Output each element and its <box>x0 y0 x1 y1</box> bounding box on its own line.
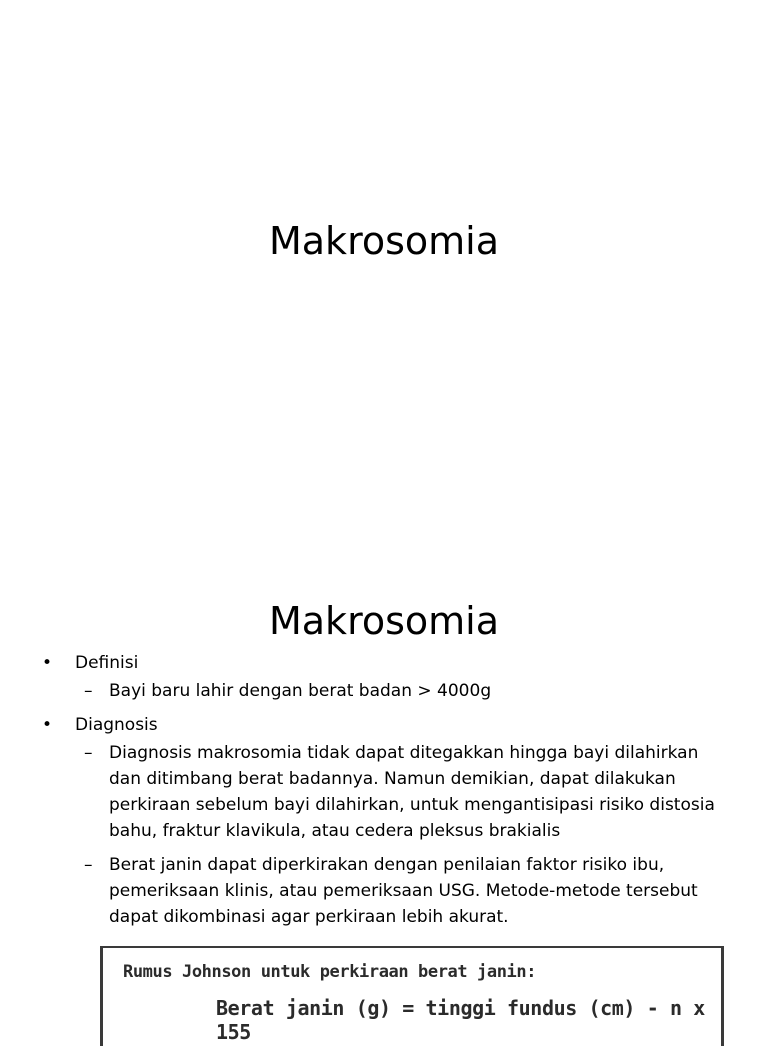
sub-list-item-text: Diagnosis makrosomia tidak dapat ditegakkan hingga bayi dilahirkan dan ditimbang berat badannya. Namun demikian, dapat dilakukan perkiraan sebelum bayi dilahirkan, untuk mengantisipasi risiko distosia bahu, fraktur klavikula, atau cedera pleksus brakialis <box>109 743 715 841</box>
dash-icon: – <box>84 855 93 875</box>
list-item-definisi <box>0 650 768 676</box>
formula-heading: Rumus Johnson untuk perkiraan berat janin: <box>123 962 537 982</box>
dash-icon: – <box>84 681 93 701</box>
slide-2-content <box>0 650 768 930</box>
sub-list-item <box>0 740 768 844</box>
list-item-diagnosis <box>0 712 768 738</box>
list-item-label: Diagnosis <box>75 715 158 735</box>
bullet-icon: • <box>42 653 53 673</box>
sub-list-item <box>0 678 768 704</box>
slide-2-title: Makrosomia <box>268 599 500 643</box>
slide-1-title: Makrosomia <box>268 219 500 263</box>
sub-list-item-text: Berat janin dapat diperkirakan dengan penilaian faktor risiko ibu, pemeriksaan klinis, atau pemeriksaan USG. Metode-metode tersebut dapat dikombinasi agar perkiraan lebih akurat. <box>109 855 698 927</box>
dash-icon: – <box>84 743 93 763</box>
sub-list-item <box>0 852 768 930</box>
list-item-label: Definisi <box>75 653 139 673</box>
formula-image <box>100 946 724 1046</box>
sub-list-item-text: Bayi baru lahir dengan berat badan > 4000g <box>109 681 492 701</box>
formula-text: Berat janin (g) = tinggi fundus (cm) - n x 155 <box>216 996 705 1044</box>
bullet-icon: • <box>42 715 53 735</box>
